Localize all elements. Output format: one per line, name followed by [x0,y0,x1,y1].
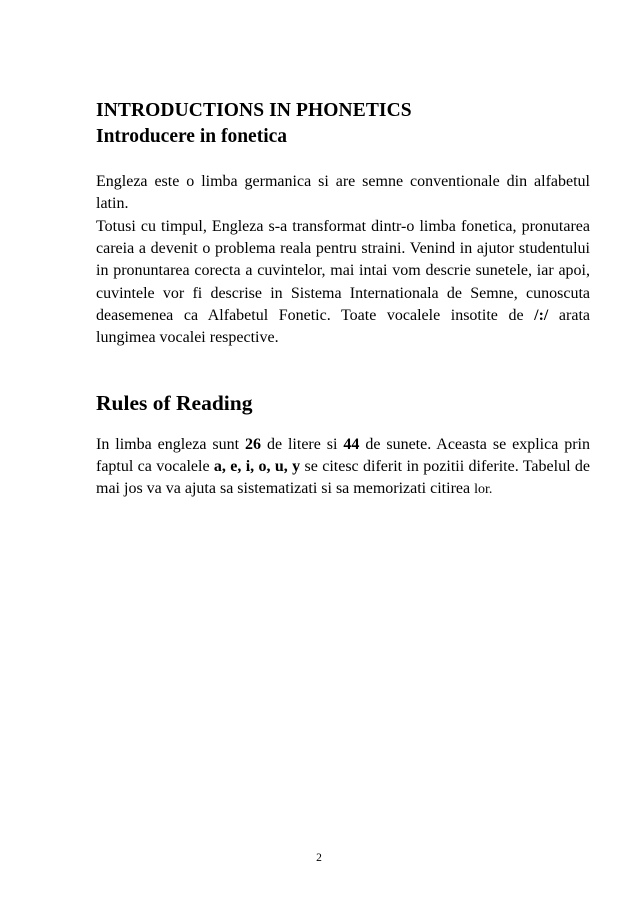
intro-text: Engleza este o limba germanica si are semne conventionale din alfabetul latin. [96,173,590,213]
rules-paragraph [96,434,590,502]
intro-paragraph [96,171,590,215]
vowels-list: a, e, i, o, u, y [213,458,301,476]
section-heading: Rules of Reading [96,391,253,415]
page-number: 2 [316,852,322,864]
document-subtitle: Introducere in fonetica [96,126,288,147]
letters-count: 26 [245,436,262,453]
phonetics-text: Totusi cu timpul, Engleza s-a transformat dintr-o limba fonetica, pronutarea careia a devenit o problema reala pentru straini. Venind in ajutor studentului in pronuntarea corecta a cuvintelor, mai intai vom descrie sunetele, iar apoi, cuvintele vor fi descrise in Sistema Internationala de Semne, cunoscuta deasemenea ca Alfabetul Fonetic. Toate vocalele insotite de [96,218,590,324]
rules-text-end: lor. [474,482,493,498]
rules-text-b: de litere si [261,436,344,453]
document-title: INTRODUCTIONS IN PHONETICS [96,100,412,121]
rules-text-a: In limba engleza sunt [96,436,246,453]
length-symbol: /:/ [534,306,549,324]
sounds-count: 44 [343,436,360,453]
rules-text-d: se citesc diferit in pozitii diferite. Tabelul de mai jos va va ajuta sa sistematizati si sa memorizati citirea [96,458,590,498]
phonetics-text-end: arata lungimea vocalei respective. [96,306,590,347]
rules-text-c: de sunete. Aceasta se explica prin faptul ca vocalele [96,436,590,476]
phonetics-paragraph [96,216,590,349]
